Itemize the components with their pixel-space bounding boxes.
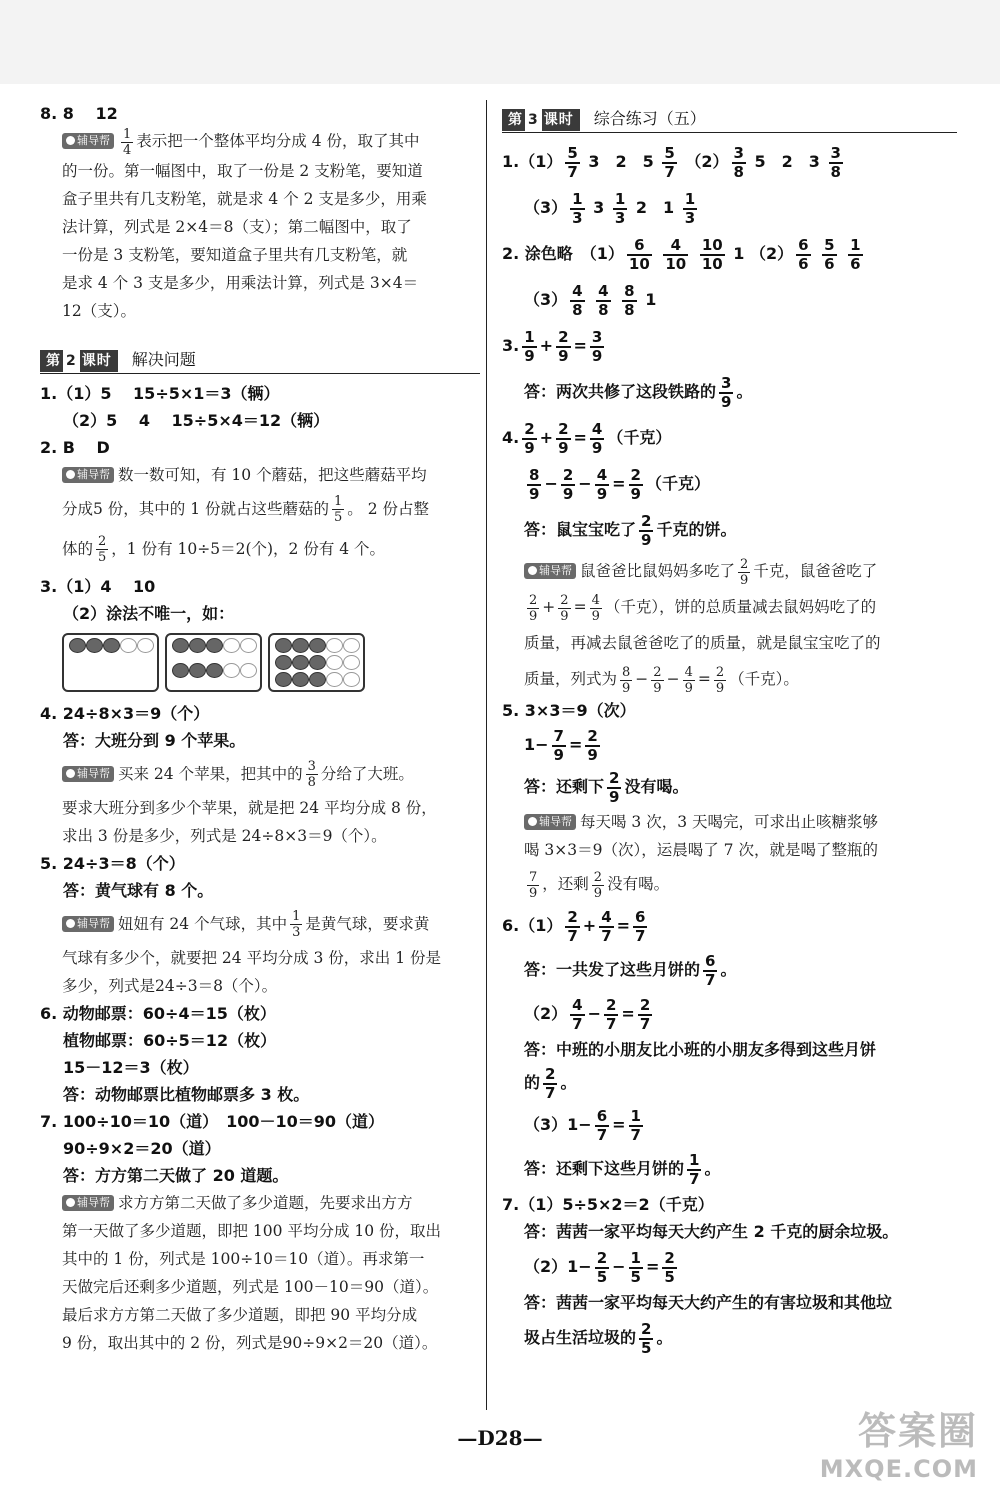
fraction: $\frac{6}{10}$ [628,235,650,273]
answer-3b: （2）涂法不唯一，如： [63,603,235,623]
fraction: $\frac{1}{3}$ [614,189,626,227]
watermark-logo: 答案圈 MXQE.COM [819,1409,978,1483]
answer-6c: （3）1− $\frac{6}{7}$ = $\frac{1}{7}$ [524,1106,641,1144]
book-icon [66,136,75,145]
answer-2a: 2. 涂色略 （1） $\frac{6}{10}$ $\frac{4}{10}$ $\frac{10}{10}$ 1 （2） $\frac{6}{6}$ $\frac{5}{6}$ $\frac{1}{6}$ [502,235,861,273]
helper-badge: 辅导帮 [62,766,114,782]
answer-6-statement: 答：动物邮票比植物邮票多 3 枚。 [63,1084,310,1104]
fraction: $\frac{4}{8}$ [598,281,609,319]
fraction: $\frac{4}{9}$ [591,592,600,624]
fraction: $\frac{2}{9}$ [558,419,569,457]
fraction: $\frac{1}{6}$ [850,235,861,273]
fraction: $\frac{1}{3}$ [292,909,301,940]
fraction: $\frac{2}{9}$ [524,419,535,457]
fraction: $\frac{6}{7}$ [705,951,716,989]
fraction: $\frac{6}{7}$ [596,1106,608,1144]
answer-4: 4. 24÷8×3＝9（个） [40,703,210,723]
helper-badge: 辅导帮 [62,916,114,932]
answer-6a: 6. 动物邮票：60÷4＝15（枚） [40,1003,276,1023]
helper-note-5: 辅导帮 每天喝 3 次，3 天喝完，可求出止咳糖浆够 喝 3×3＝9（次），运晨喝了 7 次，就是喝了整瓶的 $\frac{7}{9}$ ，还剩 $\frac{2}{9}$ 没有喝。 [524,813,879,901]
helper-line: 一份是 3 支粉笔，要知道盒子里共有几支粉笔，就 [62,245,408,264]
fraction: $\frac{10}{10}$ [701,235,723,273]
answer-1a: 1.（1）5 15÷5×1＝3（辆） [40,383,280,403]
fraction: $\frac{8}{9}$ [622,664,631,696]
fraction: $\frac{1}{5}$ [630,1248,641,1286]
book-icon [66,1198,75,1207]
fraction: $\frac{4}{8}$ [572,281,583,319]
fraction: $\frac{2}{9}$ [587,726,598,764]
left-column [40,100,480,1357]
answer-4-statement: 答：鼠宝宝吃了 $\frac{2}{9}$ 千克的饼。 [524,511,737,549]
fraction: $\frac{5}{6}$ [824,235,835,273]
fraction: $\frac{2}{7}$ [605,995,617,1033]
helper-badge: 辅导帮 [62,1195,114,1211]
fraction: $\frac{3}{9}$ [591,327,603,365]
fraction: $\frac{4}{7}$ [572,995,583,1033]
section-header-lesson-3 [502,106,957,133]
book-icon [66,769,75,778]
fraction: $\frac{2}{5}$ [98,534,107,565]
answer-8: 8. 8 12 [40,104,118,123]
fraction: $\frac{2}{9}$ [593,869,603,901]
fraction: $\frac{5}{7}$ [567,143,578,181]
section-title: 解决问题 [131,349,196,369]
answer-6a: 6.（1） $\frac{2}{7}$ + $\frac{4}{7}$ = $\frac{6}{7}$ [502,907,646,945]
fraction: $\frac{2}{9}$ [560,592,569,624]
answer-6b-statement-line1: 答：中班的小朋友比小班的小朋友多得到这些月饼 [524,1040,877,1059]
right-column [502,100,957,1360]
answer-4b: $\frac{8}{9}$ − $\frac{2}{9}$ − $\frac{4}{9}$ = $\frac{2}{9}$ （千克） [529,465,710,503]
helper-badge: 辅导帮 [524,814,576,830]
fraction: $\frac{2}{7}$ [639,995,651,1033]
fraction: $\frac{1}{3}$ [684,189,696,227]
fraction: $\frac{2}{9}$ [609,768,620,806]
fraction: $\frac{1}{4}$ [123,126,132,158]
answer-5-statement: 答：还剩下 $\frac{2}{9}$ 没有喝。 [524,768,689,806]
answer-4-statement: 答：大班分到 9 个苹果。 [63,730,246,750]
answer-6c: 15－12＝3（枚） [63,1057,199,1077]
column-divider [486,100,487,1410]
answer-3-statement: 答：两次共修了这段铁路的 $\frac{3}{9}$ 。 [524,373,753,411]
fraction: $\frac{1}{5}$ [334,494,343,525]
apple-coloring-example [40,633,480,692]
answer-7b: （2）1− $\frac{2}{5}$ − $\frac{1}{5}$ = $\frac{2}{5}$ [524,1248,675,1286]
fraction: $\frac{2}{7}$ [545,1064,556,1102]
fraction: $\frac{2}{5}$ [664,1248,675,1286]
answer-1a: 1.（1） $\frac{5}{7}$ 3 2 5 $\frac{5}{7}$ （2） $\frac{3}{8}$ 5 2 3 $\frac{3}{8}$ [502,143,841,181]
fraction: $\frac{2}{9}$ [562,465,574,503]
helper-line: 法计算，列式是 2×4＝8（支）；第二幅图中，取了 [62,217,412,236]
answer-4a: 4. $\frac{2}{9}$ + $\frac{2}{9}$ = $\frac{4}{9}$ （千克） [502,419,672,457]
answer-7b: 90÷9×2＝20（道） [63,1138,221,1158]
fraction: $\frac{8}{9}$ [529,465,540,503]
answer-1b: （2）5 4 15÷5×4＝12（辆） [63,410,330,430]
answer-6b: 植物邮票：60÷5＝12（枚） [63,1030,277,1050]
fraction: $\frac{7}{9}$ [553,726,564,764]
fraction: $\frac{1}{9}$ [524,327,535,365]
answer-6b: （2） $\frac{4}{7}$ − $\frac{2}{7}$ = $\frac{2}{7}$ [524,995,651,1033]
answer-3: 3. $\frac{1}{9}$ + $\frac{2}{9}$ = $\frac{3}{9}$ [502,327,603,365]
answer-6b-statement-line2: 的 $\frac{2}{7}$ 。 [524,1064,577,1102]
answer-7-statement: 答：方方第二天做了 20 道题。 [63,1165,289,1185]
fraction: $\frac{3}{8}$ [830,143,841,181]
apple-group-3 [268,633,365,692]
fraction: $\frac{2}{7}$ [567,907,578,945]
answer-3a: 3.（1）4 10 [40,576,156,596]
answer-5b: 1− $\frac{7}{9}$ = $\frac{2}{9}$ [524,726,598,764]
fraction: $\frac{3}{8}$ [733,143,744,181]
helper-line: 的一份。第一幅图中，取了一份是 2 支粉笔，要知道 [62,161,423,180]
fraction: $\frac{3}{9}$ [721,373,732,411]
answer-6a-statement: 答：一共发了这些月饼的 $\frac{6}{7}$ 。 [524,951,737,989]
lesson-tag: 第 2 课时 [40,350,118,372]
answer-7b-statement-line2: 圾占生活垃圾的 $\frac{2}{5}$ 。 [524,1319,673,1357]
helper-badge: 辅导帮 [62,133,114,149]
answer-5a: 5. 3×3＝9（次） [502,701,636,720]
fraction: $\frac{2}{9}$ [630,465,641,503]
answer-7b-statement-line1: 答：茜茜一家平均每天大约产生的有害垃圾和其他垃 [524,1293,893,1312]
fraction: $\frac{6}{6}$ [798,235,809,273]
fraction: $\frac{5}{7}$ [664,143,675,181]
fraction: $\frac{2}{9}$ [653,664,662,696]
fraction: $\frac{4}{9}$ [591,419,603,457]
helper-note-1: 辅导帮 $\frac{1}{4}$ 表示把一个整体平均分成 4 份，取了其中 的一份。第一幅图中，取了一份是 2 支粉笔，要知道 盒子里共有几支粉笔，就是求 4 个 2 支是多少，用乘 法计算，列式是 2×4＝8（支）；第二幅图中，取了 一份是 3 支粉笔，要知道盒子里共有几支粉笔，就 是求 4 个 3 支是多少，用乘法计算，列式是 3×4＝ 12（支）。 [40,127,480,325]
answer-2b: （3） $\frac{4}{8}$ $\frac{4}{8}$ $\frac{8}{8}$ 1 [524,281,657,319]
helper-line: 12（支）。 [62,301,136,320]
section-header-lesson-2 [40,347,480,374]
apple-group-1 [62,633,159,692]
fraction: $\frac{2}{5}$ [596,1248,608,1286]
answer-1b: （3） $\frac{1}{3}$ 3 $\frac{1}{3}$ 2 1 $\frac{1}{3}$ [524,189,696,227]
answer-7a: 7. 100÷10＝10（道） 100－10＝90（道） [40,1111,385,1131]
helper-note-7: 辅导帮 求方方第二天做了多少道题，先要求出方方 第一天做了多少道题，即把 100 平均分成 10 份，取出 其中的 1 份，列式是 100÷10＝10（道）。再求第一 天做完后还剩多少道题，列式是 100－10＝90（道）。 最后求方方第二天做了多少道题，即把 90 平均分成 9 份，取出其中的 2 份，列式是90÷9×2＝20（道）。 [62,1193,442,1352]
answer-5: 5. 24÷3＝8（个） [40,853,185,873]
answer-2: 2. B D [40,437,110,457]
book-icon [528,566,537,575]
helper-note-4: 辅导帮 买来 24 个苹果，把其中的 $\frac{3}{8}$ 分给了大班。 要求大班分到多少个苹果，就是把 24 平均分成 8 份， 求出 3 份是多少，列式是 24÷8×3＝9（个）。 [62,759,437,845]
helper-note-4: 辅导帮 鼠爸爸比鼠妈妈多吃了 $\frac{2}{9}$ 千克，鼠爸爸吃了 $\frac{2}{9}$ + $\frac{2}{9}$ = $\frac{4}{9}$ （千克），饼的总质量减去鼠妈妈吃了的 质量，再减去鼠爸爸吃了的质量，就是鼠宝宝吃了的 质量，列式为 $\frac{8}{9}$ − $\frac{2}{9}$ − $\frac{4}{9}$ = $\frac{2}{9}$ （千克）。 [524,556,881,696]
fraction: $\frac{1}{7}$ [630,1106,641,1144]
page-number: —D28— [457,1426,543,1450]
helper-badge: 辅导帮 [62,467,114,483]
helper-badge: 辅导帮 [524,563,576,579]
fraction: $\frac{2}{9}$ [558,327,569,365]
fraction: $\frac{7}{9}$ [529,869,538,901]
top-band [0,0,1000,84]
answer-6c-statement: 答：还剩下这些月饼的 $\frac{1}{7}$ 。 [524,1150,721,1188]
fraction: $\frac{1}{3}$ [572,189,583,227]
helper-line: 是求 4 个 3 支是多少，用乘法计算，列式是 3×4＝ [62,273,419,292]
book-icon [528,817,537,826]
book-icon [66,919,75,928]
apple-group-2 [165,633,262,692]
fraction: $\frac{2}{9}$ [715,664,725,696]
answer-7a: 7.（1）5÷5×2＝2（千克） [502,1195,714,1214]
answer-7a-statement: 答：茜茜一家平均每天大约产生 2 千克的厨余垃圾。 [524,1222,899,1241]
helper-note-5: 辅导帮 妞妞有 24 个气球，其中 $\frac{1}{3}$ 是黄气球，要求黄 气球有多少个，就要把 24 平均分成 3 份，求出 1 份是 多少，列式是24÷3＝8（个）。 [62,909,442,995]
helper-note-2: 辅导帮 数一数可知，有 10 个蘑菇，把这些蘑菇平均 分成5 份，其中的 1 份就占这些蘑菇的 $\frac{1}{5}$ 。 2 份占整 体的 $\frac{2}{5}$ ，1 份有 10÷5＝2(个)，2 份有 4 个。 [62,465,430,565]
helper-line: 盒子里共有几支粉笔，就是求 4 个 2 支是多少，用乘 [62,189,427,208]
lesson-tag: 第 3 课时 [502,109,580,131]
fraction: $\frac{2}{5}$ [641,1319,652,1357]
fraction: $\frac{4}{7}$ [601,907,612,945]
fraction: $\frac{2}{9}$ [740,556,749,588]
section-title: 综合练习（五） [593,109,706,128]
fraction: $\frac{1}{7}$ [689,1150,700,1188]
fraction: $\frac{2}{9}$ [641,511,652,549]
fraction: $\frac{3}{8}$ [307,759,316,790]
fraction: $\frac{4}{9}$ [684,664,693,696]
fraction: $\frac{2}{9}$ [529,592,538,624]
fraction: $\frac{4}{10}$ [665,235,687,273]
fraction: $\frac{8}{8}$ [624,281,635,319]
fraction: $\frac{6}{7}$ [635,907,646,945]
fraction: $\frac{4}{9}$ [596,465,608,503]
book-icon [66,470,75,479]
answer-5-statement: 答：黄气球有 8 个。 [63,880,214,900]
